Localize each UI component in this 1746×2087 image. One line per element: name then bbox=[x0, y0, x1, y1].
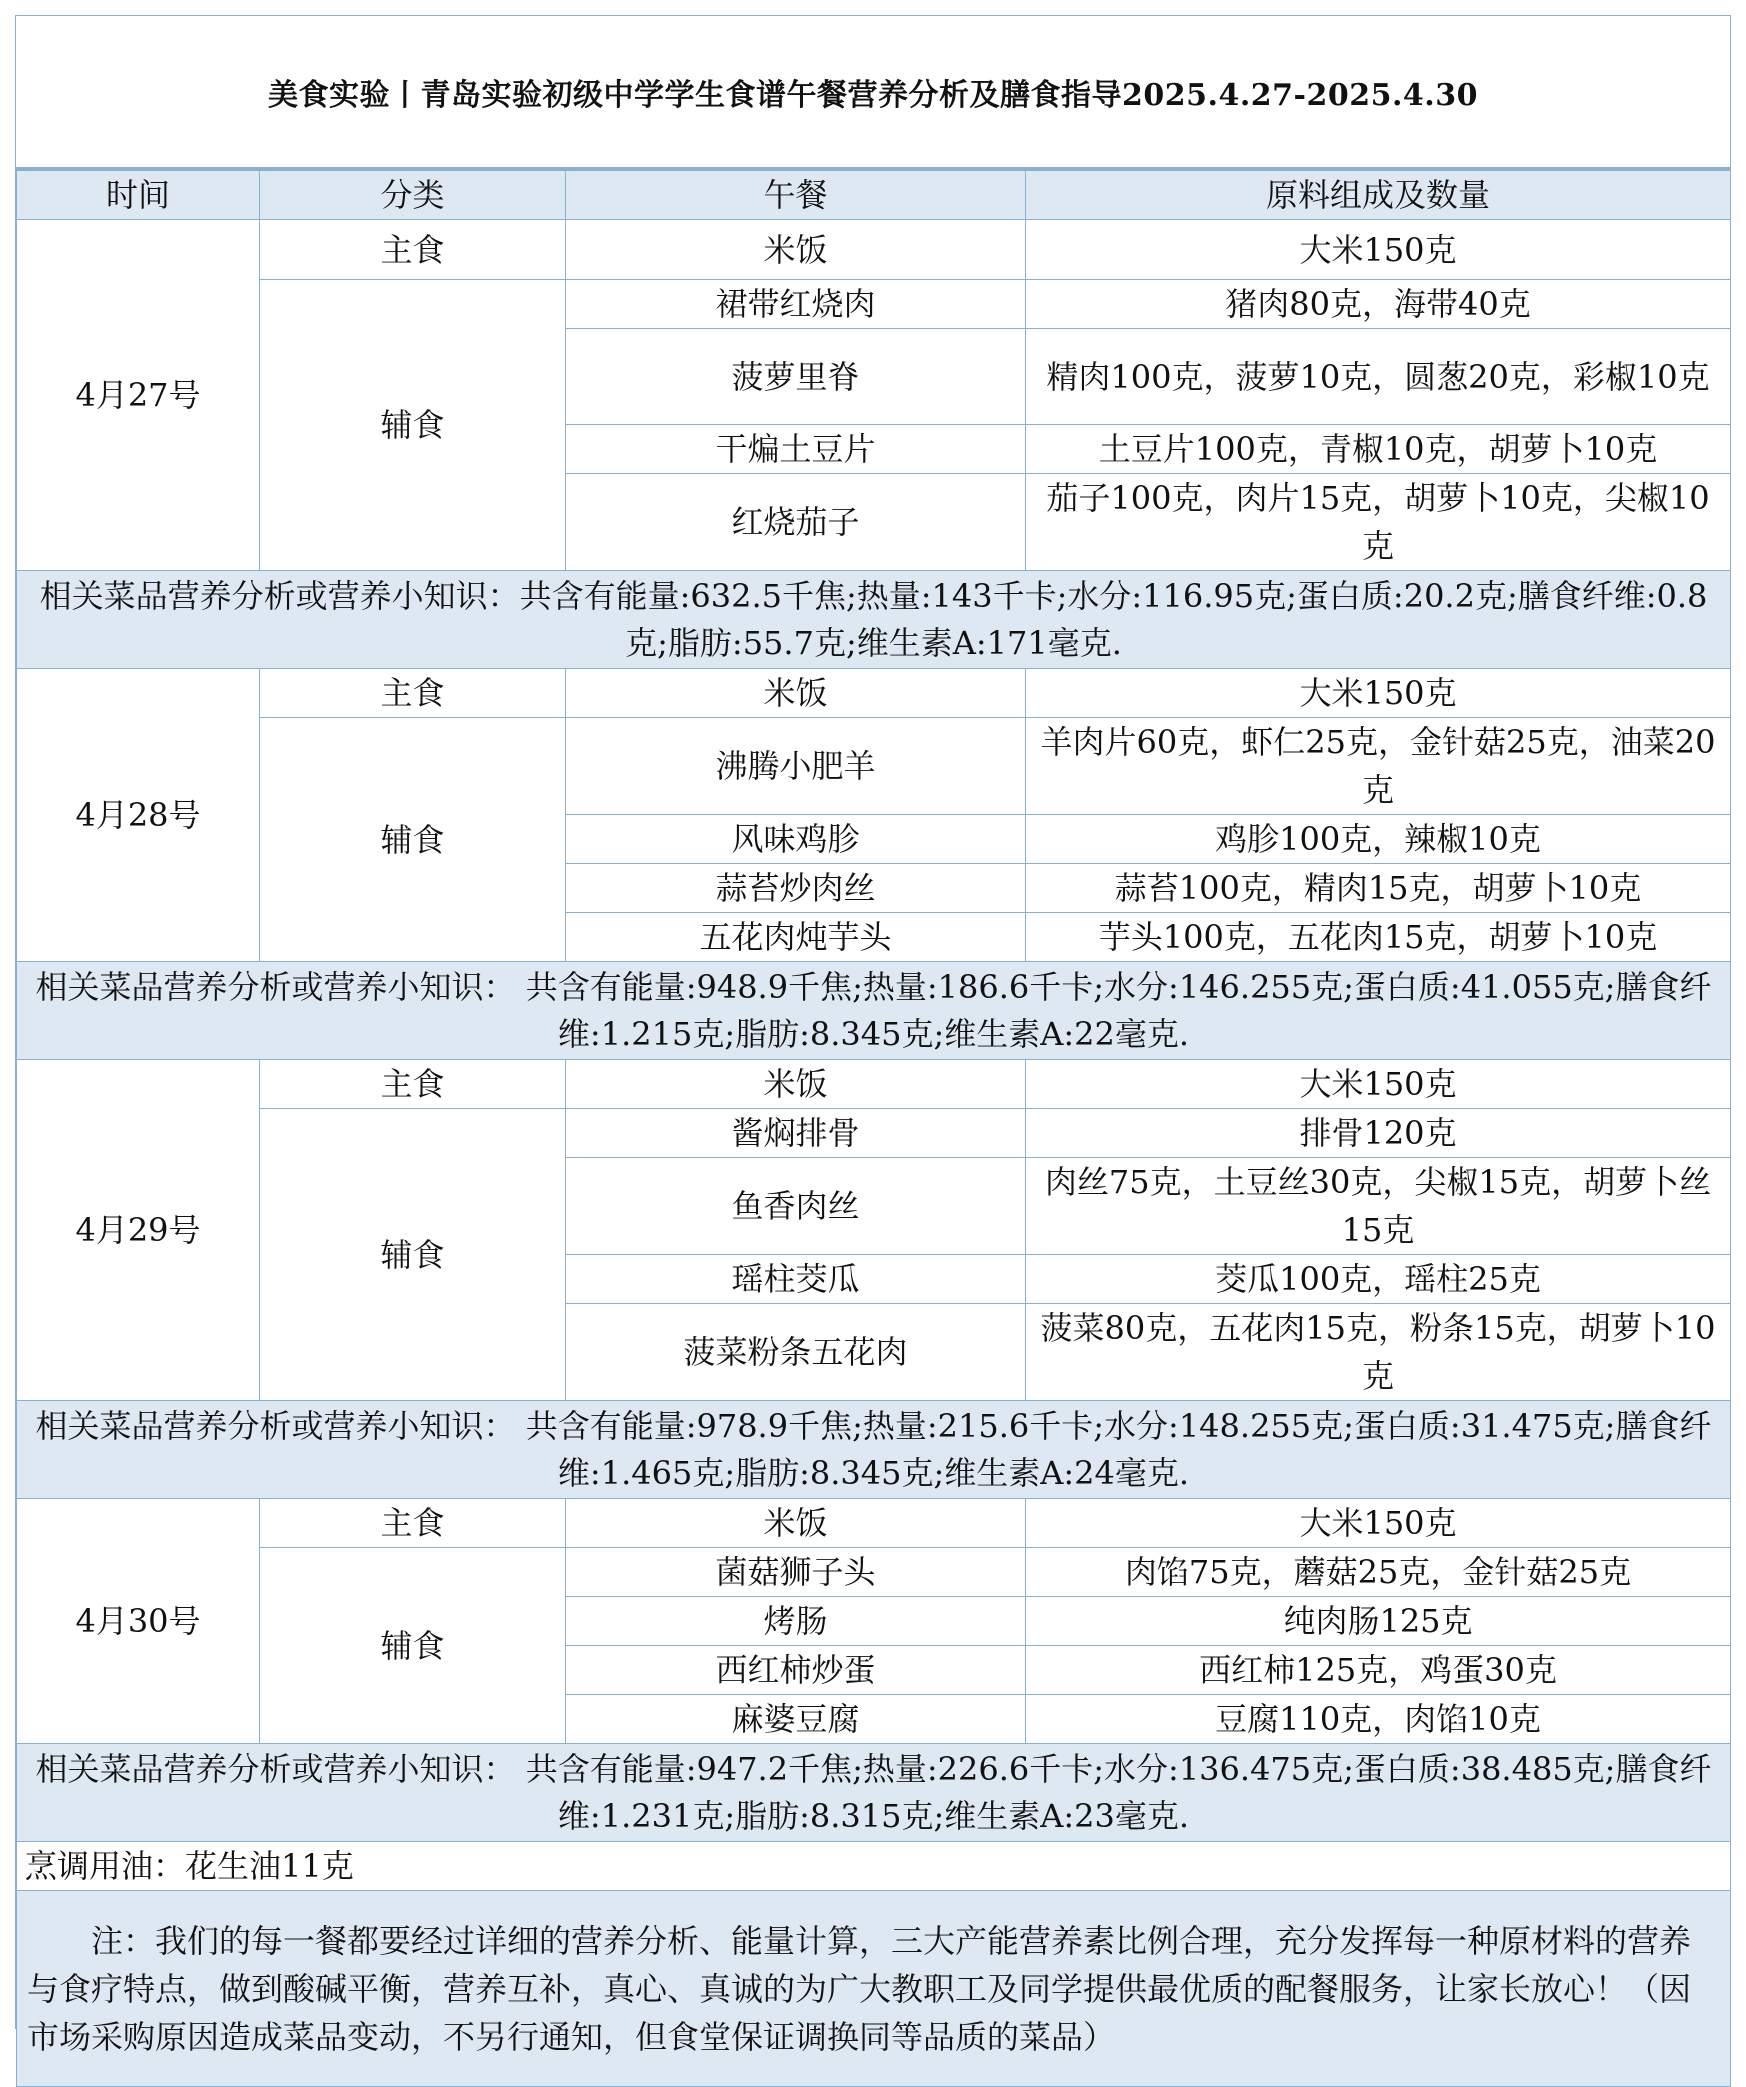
table-row bbox=[17, 718, 1731, 815]
oil-row bbox=[17, 1842, 1731, 1891]
nutrition-note: 相关菜品营养分析或营养小知识： 共含有能量:947.2千焦;热量:226.6千卡;水分:136.475克;蛋白质:38.485克;膳食纤维:1.231克;脂肪:8.315克;维生素A:23毫克. bbox=[17, 1744, 1731, 1842]
ingredients-cell: 猪肉80克，海带40克 bbox=[1026, 280, 1731, 329]
header-time: 时间 bbox=[17, 171, 260, 220]
dish-cell: 沸腾小肥羊 bbox=[566, 718, 1026, 815]
ingredients-cell: 豆腐110克，肉馅10克 bbox=[1026, 1695, 1731, 1744]
ingredients-cell: 西红柿125克，鸡蛋30克 bbox=[1026, 1646, 1731, 1695]
dish-cell: 米饭 bbox=[566, 1060, 1026, 1109]
category-cell: 辅食 bbox=[260, 718, 566, 962]
menu-sheet bbox=[15, 15, 1731, 2056]
date-cell: 4月30号 bbox=[17, 1499, 260, 1744]
nutrition-note: 相关菜品营养分析或营养小知识： 共含有能量:978.9千焦;热量:215.6千卡;水分:148.255克;蛋白质:31.475克;膳食纤维:1.465克;脂肪:8.345克;维生素A:24毫克. bbox=[17, 1401, 1731, 1499]
dish-cell: 麻婆豆腐 bbox=[566, 1695, 1026, 1744]
ingredients-cell: 茄子100克，肉片15克，胡萝卜10克，尖椒10克 bbox=[1026, 474, 1731, 571]
header-lunch: 午餐 bbox=[566, 171, 1026, 220]
header-ingredients: 原料组成及数量 bbox=[1026, 171, 1731, 220]
dish-cell: 红烧茄子 bbox=[566, 474, 1026, 571]
dish-cell: 蒜苔炒肉丝 bbox=[566, 864, 1026, 913]
table-row bbox=[17, 220, 1731, 280]
category-cell: 辅食 bbox=[260, 1548, 566, 1744]
dish-cell: 米饭 bbox=[566, 220, 1026, 280]
dish-cell: 风味鸡胗 bbox=[566, 815, 1026, 864]
dish-cell: 酱焖排骨 bbox=[566, 1109, 1026, 1158]
dish-cell: 干煸土豆片 bbox=[566, 425, 1026, 474]
table-row bbox=[17, 1548, 1731, 1597]
category-cell: 主食 bbox=[260, 1060, 566, 1109]
dish-cell: 菠菜粉条五花肉 bbox=[566, 1304, 1026, 1401]
ingredients-cell: 大米150克 bbox=[1026, 1499, 1731, 1548]
dish-cell: 裙带红烧肉 bbox=[566, 280, 1026, 329]
title-box bbox=[16, 16, 1730, 170]
ingredients-cell: 大米150克 bbox=[1026, 669, 1731, 718]
nutrition-row bbox=[17, 1401, 1731, 1499]
category-cell: 辅食 bbox=[260, 1109, 566, 1401]
category-cell: 主食 bbox=[260, 669, 566, 718]
date-cell: 4月27号 bbox=[17, 220, 260, 571]
table-row bbox=[17, 280, 1731, 329]
ingredients-cell: 纯肉肠125克 bbox=[1026, 1597, 1731, 1646]
nutrition-note: 相关菜品营养分析或营养小知识：共含有能量:632.5千焦;热量:143千卡;水分:116.95克;蛋白质:20.2克;膳食纤维:0.8克;脂肪:55.7克;维生素A:171毫克. bbox=[17, 571, 1731, 669]
footnote-row bbox=[17, 1891, 1731, 2087]
dish-cell: 鱼香肉丝 bbox=[566, 1158, 1026, 1255]
cooking-oil: 烹调用油：花生油11克 bbox=[17, 1842, 1731, 1891]
table-row bbox=[17, 1109, 1731, 1158]
date-cell: 4月29号 bbox=[17, 1060, 260, 1401]
category-cell: 辅食 bbox=[260, 280, 566, 571]
header-row bbox=[17, 171, 1731, 220]
nutrition-row bbox=[17, 571, 1731, 669]
table-row bbox=[17, 1060, 1731, 1109]
dish-cell: 米饭 bbox=[566, 1499, 1026, 1548]
ingredients-cell: 蒜苔100克，精肉15克，胡萝卜10克 bbox=[1026, 864, 1731, 913]
ingredients-cell: 大米150克 bbox=[1026, 1060, 1731, 1109]
dish-cell: 西红柿炒蛋 bbox=[566, 1646, 1026, 1695]
ingredients-cell: 大米150克 bbox=[1026, 220, 1731, 280]
nutrition-note: 相关菜品营养分析或营养小知识： 共含有能量:948.9千焦;热量:186.6千卡;水分:146.255克;蛋白质:41.055克;膳食纤维:1.215克;脂肪:8.345克;维生素A:22毫克. bbox=[17, 962, 1731, 1060]
ingredients-cell: 芋头100克，五花肉15克，胡萝卜10克 bbox=[1026, 913, 1731, 962]
ingredients-cell: 排骨120克 bbox=[1026, 1109, 1731, 1158]
category-cell: 主食 bbox=[260, 220, 566, 280]
dish-cell: 菠萝里脊 bbox=[566, 329, 1026, 425]
ingredients-cell: 羊肉片60克，虾仁25克，金针菇25克，油菜20克 bbox=[1026, 718, 1731, 815]
table-row bbox=[17, 1499, 1731, 1548]
header-category: 分类 bbox=[260, 171, 566, 220]
dish-cell: 瑶柱茭瓜 bbox=[566, 1255, 1026, 1304]
table-row bbox=[17, 669, 1731, 718]
ingredients-cell: 肉馅75克，蘑菇25克，金针菇25克 bbox=[1026, 1548, 1731, 1597]
category-cell: 主食 bbox=[260, 1499, 566, 1548]
footnote: 注：我们的每一餐都要经过详细的营养分析、能量计算，三大产能营养素比例合理，充分发挥每一种原材料的营养与食疗特点，做到酸碱平衡，营养互补，真心、真诚的为广大教职工及同学提供最优质的配餐服务，让家长放心！（因市场采购原因造成菜品变动，不另行通知，但食堂保证调换同等品质的菜品） bbox=[17, 1891, 1731, 2087]
date-cell: 4月28号 bbox=[17, 669, 260, 962]
dish-cell: 菌菇狮子头 bbox=[566, 1548, 1026, 1597]
ingredients-cell: 菠菜80克，五花肉15克，粉条15克，胡萝卜10克 bbox=[1026, 1304, 1731, 1401]
menu-table bbox=[16, 170, 1731, 2087]
ingredients-cell: 茭瓜100克，瑶柱25克 bbox=[1026, 1255, 1731, 1304]
dish-cell: 烤肠 bbox=[566, 1597, 1026, 1646]
dish-cell: 五花肉炖芋头 bbox=[566, 913, 1026, 962]
dish-cell: 米饭 bbox=[566, 669, 1026, 718]
nutrition-row bbox=[17, 1744, 1731, 1842]
nutrition-row bbox=[17, 962, 1731, 1060]
ingredients-cell: 肉丝75克，土豆丝30克，尖椒15克，胡萝卜丝15克 bbox=[1026, 1158, 1731, 1255]
ingredients-cell: 鸡胗100克，辣椒10克 bbox=[1026, 815, 1731, 864]
ingredients-cell: 精肉100克，菠萝10克，圆葱20克，彩椒10克 bbox=[1026, 329, 1731, 425]
page-title: 美食实验丨青岛实验初级中学学生食谱午餐营养分析及膳食指导2025.4.27-2025.4.30 bbox=[268, 77, 1478, 113]
ingredients-cell: 土豆片100克，青椒10克，胡萝卜10克 bbox=[1026, 425, 1731, 474]
